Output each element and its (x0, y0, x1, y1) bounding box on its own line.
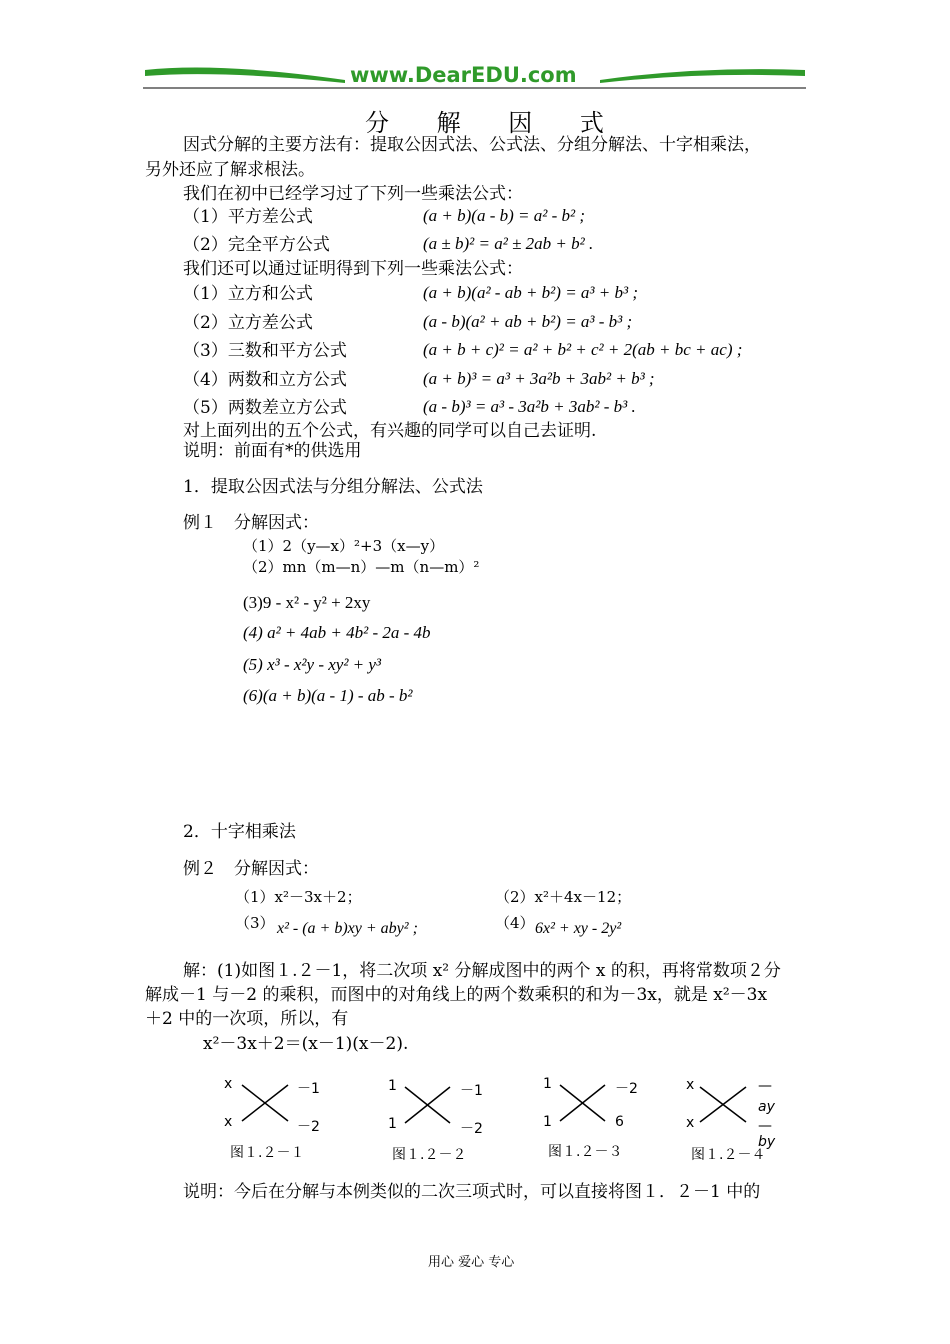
fig-caption: 图１.２－４ (691, 1147, 766, 1163)
formula-label: （2）立方差公式 (183, 313, 313, 333)
example-item: （2）x²＋4x－12； (495, 888, 632, 906)
fig-label: — (758, 1078, 772, 1094)
intro-line-4: 我们还可以通过证明得到下列一些乘法公式： (183, 259, 523, 279)
formula: (a + b + c)² = a² + b² + c² + 2(ab + bc + ac) ; (423, 340, 743, 359)
closing-line: 说明：今后在分解与本例类似的二次三项式时，可以直接将图１．２－1 中的 (183, 1182, 761, 1202)
formula-label: （5）两数差立方公式 (183, 398, 347, 418)
solution-line: x²－3x＋2＝(x－1)(x－2). (203, 1034, 409, 1054)
example-item-label: （3） (235, 914, 275, 932)
fig-label: －2 (297, 1119, 320, 1135)
solution-line: 解成－1 与－2 的乘积，而图中的对角线上的两个数乘积的和为－3x，就是 x²－3x (145, 985, 768, 1005)
cross-lines-1 (242, 1085, 288, 1121)
example-heading: 例２ 分解因式： (183, 859, 319, 879)
example-item: （1）2（y—x）²+3（x—y） (243, 537, 445, 555)
fig-label: 1 (388, 1116, 397, 1132)
cross-lines-4 (700, 1087, 746, 1122)
formula-label: （4）两数和立方公式 (183, 370, 347, 390)
formula: (a ± b)² = a² ± 2ab + b² . (423, 234, 594, 253)
section-heading: 2．十字相乘法 (183, 822, 296, 842)
formula-label: （1）立方和公式 (183, 284, 313, 304)
formula-label: （3）三数和平方公式 (183, 341, 347, 361)
fig-label: －2 (615, 1081, 638, 1097)
intro-line-1: 因式分解的主要方法有：提取公因式法、公式法、分组分解法、十字相乘法， (183, 135, 761, 155)
intro-line-2: 另外还应了解求根法。 (145, 160, 315, 180)
fig-label: ay (758, 1099, 775, 1115)
fig-label: x (686, 1115, 695, 1131)
fig-label: x (224, 1114, 233, 1130)
note-line: 对上面列出的五个公式，有兴趣的同学可以自己去证明. (183, 421, 597, 441)
cross-lines-2 (405, 1087, 450, 1123)
example-item: (3)9 - x² - y² + 2xy (243, 593, 371, 612)
example-item: 6x² + xy - 2y² (535, 920, 622, 937)
fig-label: — (758, 1118, 772, 1134)
fig-label: 1 (543, 1114, 552, 1130)
fig-caption: 图１.２－２ (392, 1147, 467, 1163)
fig-label: －1 (460, 1083, 483, 1099)
example-item: (4) a² + 4ab + 4b² - 2a - 4b (243, 623, 431, 642)
page-footer: 用心 爱心 专心 (428, 1255, 515, 1270)
fig-label: by (758, 1134, 776, 1150)
fig-label: x (686, 1077, 695, 1093)
section-heading: 1．提取公因式法与分组分解法、公式法 (183, 477, 483, 497)
fig-label: 6 (615, 1114, 624, 1130)
example-item: （2）mn（m—n）—m（n—m）² (243, 558, 480, 576)
page-title: 分 解 因 式 (365, 109, 624, 137)
fig-label: x (224, 1076, 233, 1092)
note-line: 说明：前面有*的供选用 (183, 441, 362, 461)
example-item: （1）x²－3x＋2； (235, 888, 362, 906)
solution-line: ＋2 中的一次项，所以，有 (145, 1009, 349, 1029)
example-item: (5) x³ - x²y - xy² + y³ (243, 655, 382, 674)
formula: (a + b)(a - b) = a² - b² ; (423, 206, 586, 225)
formula-label: （2）完全平方公式 (183, 235, 330, 255)
fig-caption: 图１.２－３ (548, 1144, 623, 1160)
example-item-label: （4） (495, 914, 535, 932)
solution-line: 解：(1)如图１.２－1，将二次项 x² 分解成图中的两个 x 的积，再将常数项２分 (183, 961, 781, 981)
fig-label: －1 (297, 1081, 320, 1097)
formula-label: （1）平方差公式 (183, 207, 313, 227)
example-item: (6)(a + b)(a - 1) - ab - b² (243, 686, 413, 705)
site-logo: www.DearEDU.com (350, 63, 577, 87)
formula: (a - b)(a² + ab + b²) = a³ - b³ ; (423, 312, 633, 331)
intro-line-3: 我们在初中已经学习过了下列一些乘法公式： (183, 184, 523, 204)
formula: (a + b)(a² - ab + b²) = a³ + b³ ; (423, 283, 638, 302)
cross-lines-3 (560, 1085, 605, 1121)
fig-label: －2 (460, 1121, 483, 1137)
formula: (a - b)³ = a³ - 3a²b + 3ab² - b³ . (423, 397, 636, 416)
example-item: x² - (a + b)xy + aby² ; (277, 920, 418, 937)
fig-label: 1 (543, 1076, 552, 1092)
example-heading: 例１ 分解因式： (183, 513, 319, 533)
formula: (a + b)³ = a³ + 3a²b + 3ab² + b³ ; (423, 369, 655, 388)
fig-label: 1 (388, 1078, 397, 1094)
fig-caption: 图１.２－１ (230, 1145, 305, 1161)
